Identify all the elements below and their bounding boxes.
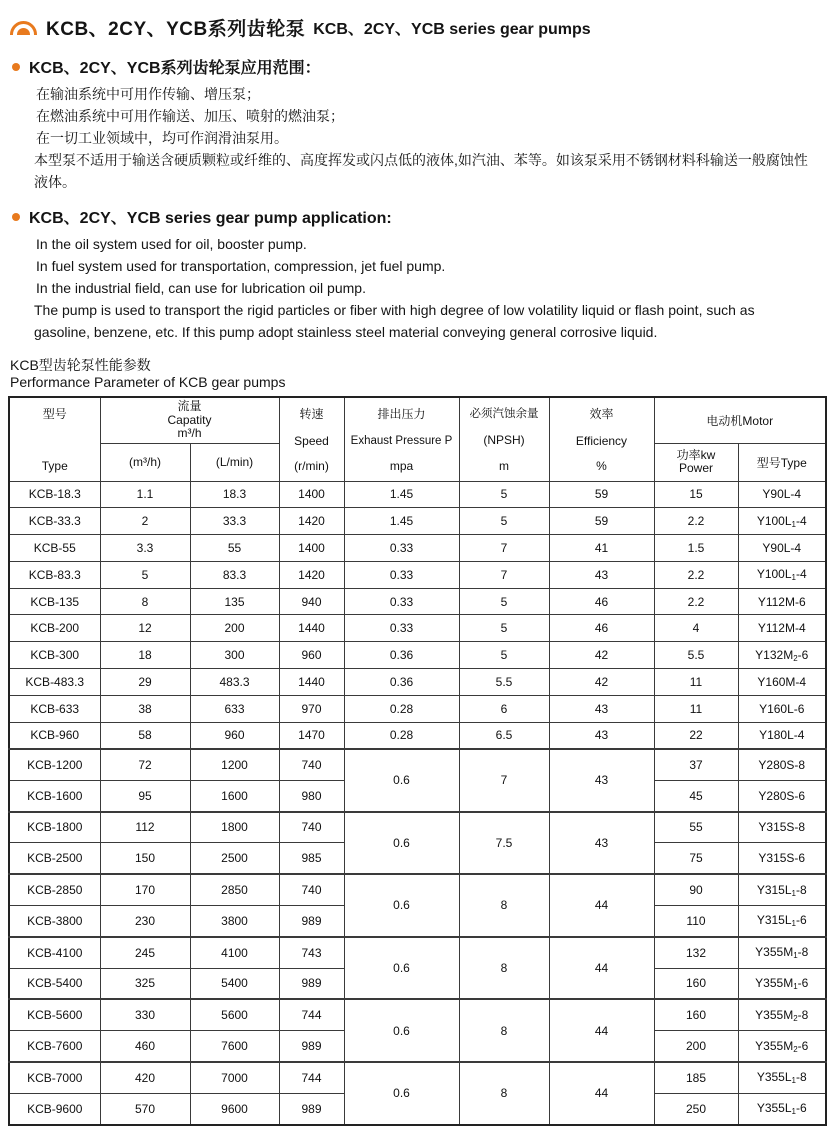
cell-speed: 989 (279, 968, 344, 999)
cell-lmin: 200 (190, 615, 279, 642)
cell-pressure: 0.36 (344, 642, 459, 669)
cell-efficiency: 41 (549, 535, 654, 562)
cell-npsh: 8 (459, 999, 549, 1062)
cell-power: 160 (654, 968, 738, 999)
table-row (9, 874, 826, 905)
cell-lmin: 83.3 (190, 561, 279, 588)
cell-lmin: 9600 (190, 1093, 279, 1124)
col-header-capacity-cn: 流量 (177, 399, 202, 413)
cell-power: 11 (654, 669, 738, 696)
cell-speed: 989 (279, 905, 344, 936)
cell-efficiency: 43 (549, 722, 654, 749)
cell-npsh: 7 (459, 749, 549, 812)
col-header-eff-cn: 效率 (589, 407, 614, 422)
cell-speed: 980 (279, 780, 344, 811)
cell-motor-type: Y90L-4 (738, 481, 826, 508)
cell-lmin: 7600 (190, 1031, 279, 1062)
cell-power: 37 (654, 749, 738, 780)
cell-speed: 985 (279, 843, 344, 874)
cell-m3h: 230 (100, 905, 190, 936)
cell-motor-type: Y112M-6 (738, 588, 826, 615)
cell-speed: 1420 (279, 561, 344, 588)
cell-npsh: 5 (459, 508, 549, 535)
cn-line-2: 在燃油系统中可用作输送、加压、喷射的燃油泵； (36, 108, 344, 124)
cell-speed: 940 (279, 588, 344, 615)
cell-type: KCB-483.3 (9, 669, 100, 696)
cell-motor-type: Y160M-4 (738, 669, 826, 696)
section-heading-cn-text: KCB、2CY、YCB系列齿轮泵应用范围： (29, 60, 321, 77)
cn-line-1: 在输油系统中可用作传输、增压泵； (36, 86, 260, 102)
col-header-speed-en: Speed (294, 433, 329, 448)
cell-motor-type: $Y100L_1-4$ (738, 508, 826, 535)
cell-pressure: 0.36 (344, 669, 459, 696)
cell-power: 2.2 (654, 561, 738, 588)
cell-motor-type: Y315S-8 (738, 812, 826, 843)
cell-type: KCB-2850 (9, 874, 100, 905)
page-title (10, 14, 824, 41)
col-header-eff-en: Efficiency (575, 433, 628, 448)
cell-speed: 1470 (279, 722, 344, 749)
cell-m3h: 38 (100, 695, 190, 722)
performance-table-body (9, 481, 826, 1125)
section-heading-en (12, 205, 824, 228)
cell-pressure: 0.33 (344, 561, 459, 588)
cell-npsh: 8 (459, 937, 549, 1000)
col-header-motor-group: 电动机Motor (654, 397, 826, 443)
cell-motor-type: $Y132M_2-6$ (738, 642, 826, 669)
page-title-en: KCB、2CY、YCB series gear pumps (313, 21, 591, 38)
cell-lmin: 960 (190, 722, 279, 749)
col-header-npsh-unit: m (499, 459, 509, 474)
cell-pressure: 0.6 (344, 999, 459, 1062)
table-row (9, 1062, 826, 1093)
cell-speed: 1400 (279, 481, 344, 508)
cell-motor-type: Y315S-6 (738, 843, 826, 874)
cell-type: KCB-7000 (9, 1062, 100, 1093)
cell-npsh: 8 (459, 874, 549, 937)
cell-lmin: 3800 (190, 905, 279, 936)
col-header-m3h: (m³/h) (100, 443, 190, 481)
cell-efficiency: 44 (549, 874, 654, 937)
cell-npsh: 5 (459, 615, 549, 642)
cell-type: KCB-55 (9, 535, 100, 562)
cell-pressure: 0.28 (344, 722, 459, 749)
cell-type: KCB-83.3 (9, 561, 100, 588)
performance-table (8, 396, 827, 1126)
cell-power: 15 (654, 481, 738, 508)
col-header-pressure (344, 397, 459, 481)
col-header-efficiency (549, 397, 654, 481)
cell-motor-type: $Y355M_1-6$ (738, 968, 826, 999)
bullet-icon (12, 63, 20, 71)
cell-npsh: 7.5 (459, 812, 549, 875)
cn-paragraph: 本型泵不适用于输送含硬质颗粒或纤维的、高度挥发或闪点低的液体,如汽油、苯等。如该泵采用不锈钢材料科输送一般腐蚀性液体。 (34, 152, 808, 190)
table-row (9, 669, 826, 696)
col-header-type-cn: 型号 (42, 407, 67, 422)
cell-motor-type: $Y355M_2-6$ (738, 1031, 826, 1062)
cell-lmin: 55 (190, 535, 279, 562)
cell-pressure: 1.45 (344, 481, 459, 508)
cell-lmin: 1200 (190, 749, 279, 780)
cell-power: 2.2 (654, 588, 738, 615)
cell-power: 200 (654, 1031, 738, 1062)
cell-m3h: 245 (100, 937, 190, 968)
cell-speed: 740 (279, 812, 344, 843)
cell-npsh: 8 (459, 1062, 549, 1125)
cell-speed: 989 (279, 1093, 344, 1124)
cell-efficiency: 44 (549, 1062, 654, 1125)
cell-motor-type: $Y355M_1-8$ (738, 937, 826, 968)
cell-lmin: 5600 (190, 999, 279, 1030)
cell-motor-type: Y160L-6 (738, 695, 826, 722)
cell-speed: 740 (279, 749, 344, 780)
table-row (9, 642, 826, 669)
col-header-lmin: (L/min) (190, 443, 279, 481)
table-row (9, 999, 826, 1030)
cell-pressure: 0.6 (344, 874, 459, 937)
cell-m3h: 330 (100, 999, 190, 1030)
cell-efficiency: 59 (549, 508, 654, 535)
table-title-en: Performance Parameter of KCB gear pumps (10, 374, 286, 390)
cell-m3h: 420 (100, 1062, 190, 1093)
cell-type: KCB-1800 (9, 812, 100, 843)
cell-speed: 1400 (279, 535, 344, 562)
col-header-motor-type: 型号Type (738, 443, 826, 481)
col-header-speed-cn: 转速 (299, 407, 324, 422)
cell-efficiency: 42 (549, 642, 654, 669)
cell-motor-type: Y280S-6 (738, 780, 826, 811)
cell-efficiency: 46 (549, 588, 654, 615)
col-header-capacity-unit: m³/h (177, 426, 202, 440)
cell-power: 55 (654, 812, 738, 843)
cell-pressure: 0.28 (344, 695, 459, 722)
cell-motor-type: $Y355M_2-8$ (738, 999, 826, 1030)
cell-power: 185 (654, 1062, 738, 1093)
cell-npsh: 5 (459, 588, 549, 615)
cell-efficiency: 46 (549, 615, 654, 642)
cell-type: KCB-7600 (9, 1031, 100, 1062)
cell-power: 132 (654, 937, 738, 968)
cell-motor-type: $Y100L_1-4$ (738, 561, 826, 588)
cell-type: KCB-633 (9, 695, 100, 722)
table-title-cn: KCB型齿轮泵性能参数 (10, 357, 151, 373)
cell-speed: 1440 (279, 615, 344, 642)
col-header-npsh-en: (NPSH) (483, 433, 525, 448)
cell-lmin: 633 (190, 695, 279, 722)
cell-m3h: 18 (100, 642, 190, 669)
en-paragraph: The pump is used to transport the rigid particles or fiber with high degree of low volatility liquid or flash point, such as gasoline, benzene, etc. If this pump adopt stainless steel material conveying general corrosive liquid. (34, 302, 755, 340)
cell-m3h: 460 (100, 1031, 190, 1062)
table-row (9, 937, 826, 968)
cell-efficiency: 59 (549, 481, 654, 508)
table-row (9, 508, 826, 535)
cell-m3h: 1.1 (100, 481, 190, 508)
col-header-type-en: Type (41, 459, 68, 474)
cell-m3h: 5 (100, 561, 190, 588)
cell-m3h: 2 (100, 508, 190, 535)
cell-motor-type: $Y355L_1-6$ (738, 1093, 826, 1124)
cell-speed: 960 (279, 642, 344, 669)
table-row (9, 588, 826, 615)
cell-m3h: 3.3 (100, 535, 190, 562)
cell-pressure: 0.33 (344, 535, 459, 562)
cell-type: KCB-18.3 (9, 481, 100, 508)
col-header-eff-unit: % (596, 459, 607, 474)
cell-npsh: 6.5 (459, 722, 549, 749)
en-line-3: In the industrial field, can use for lubrication oil pump. (36, 280, 366, 296)
col-header-npsh-cn: 必须汽蚀余量 (469, 408, 539, 421)
cell-power: 22 (654, 722, 738, 749)
table-row (9, 812, 826, 843)
cell-npsh: 7 (459, 535, 549, 562)
cell-speed: 970 (279, 695, 344, 722)
cell-lmin: 483.3 (190, 669, 279, 696)
cell-m3h: 29 (100, 669, 190, 696)
cn-line-3: 在一切工业领域中，均可作润滑油泵用。 (36, 130, 288, 146)
cell-pressure: 0.6 (344, 749, 459, 812)
cell-motor-type: Y112M-4 (738, 615, 826, 642)
cell-efficiency: 44 (549, 937, 654, 1000)
col-header-power (654, 443, 738, 481)
cell-power: 4 (654, 615, 738, 642)
cell-m3h: 12 (100, 615, 190, 642)
cell-lmin: 1800 (190, 812, 279, 843)
cell-pressure: 1.45 (344, 508, 459, 535)
cell-efficiency: 43 (549, 749, 654, 812)
cell-npsh: 5 (459, 642, 549, 669)
cell-type: KCB-300 (9, 642, 100, 669)
cell-speed: 743 (279, 937, 344, 968)
cell-power: 160 (654, 999, 738, 1030)
cell-type: KCB-4100 (9, 937, 100, 968)
cell-lmin: 18.3 (190, 481, 279, 508)
cell-efficiency: 43 (549, 812, 654, 875)
cell-m3h: 8 (100, 588, 190, 615)
cell-type: KCB-9600 (9, 1093, 100, 1124)
en-line-1: In the oil system used for oil, booster pump. (36, 236, 307, 252)
cell-efficiency: 43 (549, 695, 654, 722)
cell-lmin: 4100 (190, 937, 279, 968)
col-header-type (9, 397, 100, 481)
cell-npsh: 7 (459, 561, 549, 588)
cell-lmin: 300 (190, 642, 279, 669)
cell-speed: 744 (279, 1062, 344, 1093)
cell-m3h: 112 (100, 812, 190, 843)
cell-speed: 1420 (279, 508, 344, 535)
col-header-npsh (459, 397, 549, 481)
cell-type: KCB-1600 (9, 780, 100, 811)
cell-type: KCB-33.3 (9, 508, 100, 535)
cell-power: 2.2 (654, 508, 738, 535)
cell-pressure: 0.33 (344, 615, 459, 642)
col-header-capacity-en: Capatity (167, 412, 212, 427)
table-row (9, 722, 826, 749)
col-header-pressure-cn: 排出压力 (377, 407, 426, 422)
cell-speed: 740 (279, 874, 344, 905)
cell-type: KCB-135 (9, 588, 100, 615)
cell-m3h: 95 (100, 780, 190, 811)
cell-type: KCB-2500 (9, 843, 100, 874)
cell-type: KCB-960 (9, 722, 100, 749)
cell-motor-type: Y180L-4 (738, 722, 826, 749)
bullet-icon (12, 213, 20, 221)
cell-motor-type: $Y315L_1-6$ (738, 905, 826, 936)
cell-type: KCB-5400 (9, 968, 100, 999)
cell-type: KCB-5600 (9, 999, 100, 1030)
cell-npsh: 5.5 (459, 669, 549, 696)
cell-efficiency: 43 (549, 561, 654, 588)
page-title-cn: KCB、2CY、YCB系列齿轮泵 (46, 19, 306, 40)
table-row (9, 749, 826, 780)
cell-speed: 989 (279, 1031, 344, 1062)
cell-power: 5.5 (654, 642, 738, 669)
cell-lmin: 1600 (190, 780, 279, 811)
cell-power: 75 (654, 843, 738, 874)
col-header-power-en: Power (678, 461, 713, 475)
section-heading-cn (12, 55, 824, 78)
cell-m3h: 150 (100, 843, 190, 874)
cell-power: 11 (654, 695, 738, 722)
cell-pressure: 0.33 (344, 588, 459, 615)
cell-motor-type: $Y315L_1-8$ (738, 874, 826, 905)
col-header-speed (279, 397, 344, 481)
cell-npsh: 6 (459, 695, 549, 722)
cell-lmin: 2500 (190, 843, 279, 874)
cell-speed: 1440 (279, 669, 344, 696)
cell-type: KCB-1200 (9, 749, 100, 780)
cell-pressure: 0.6 (344, 812, 459, 875)
section-heading-en-text: KCB、2CY、YCB series gear pump application: (29, 210, 392, 227)
cell-motor-type: Y280S-8 (738, 749, 826, 780)
cell-type: KCB-200 (9, 615, 100, 642)
cell-m3h: 58 (100, 722, 190, 749)
cell-type: KCB-3800 (9, 905, 100, 936)
cell-lmin: 2850 (190, 874, 279, 905)
cell-power: 1.5 (654, 535, 738, 562)
cell-m3h: 570 (100, 1093, 190, 1124)
cell-lmin: 33.3 (190, 508, 279, 535)
col-header-power-cn: 功率kw (676, 447, 716, 462)
table-row (9, 561, 826, 588)
table-row (9, 481, 826, 508)
col-header-speed-unit: (r/min) (294, 459, 329, 474)
cell-power: 250 (654, 1093, 738, 1124)
cell-speed: 744 (279, 999, 344, 1030)
cell-power: 90 (654, 874, 738, 905)
pump-logo-icon (10, 21, 37, 35)
cell-m3h: 325 (100, 968, 190, 999)
col-header-pressure-unit: mpa (389, 459, 414, 474)
en-line-2: In fuel system used for transportation, compression, jet fuel pump. (36, 258, 446, 274)
cell-pressure: 0.6 (344, 1062, 459, 1125)
cell-motor-type: Y90L-4 (738, 535, 826, 562)
cell-power: 45 (654, 780, 738, 811)
col-header-capacity (100, 397, 279, 443)
cell-m3h: 72 (100, 749, 190, 780)
cell-lmin: 5400 (190, 968, 279, 999)
table-row (9, 695, 826, 722)
col-header-pressure-en: Exhaust Pressure P (350, 434, 453, 447)
cell-lmin: 135 (190, 588, 279, 615)
cell-lmin: 7000 (190, 1062, 279, 1093)
cell-npsh: 5 (459, 481, 549, 508)
table-row (9, 535, 826, 562)
table-row (9, 615, 826, 642)
cell-efficiency: 42 (549, 669, 654, 696)
cell-pressure: 0.6 (344, 937, 459, 1000)
cell-efficiency: 44 (549, 999, 654, 1062)
cell-motor-type: $Y355L_1-8$ (738, 1062, 826, 1093)
cell-power: 110 (654, 905, 738, 936)
cell-m3h: 170 (100, 874, 190, 905)
